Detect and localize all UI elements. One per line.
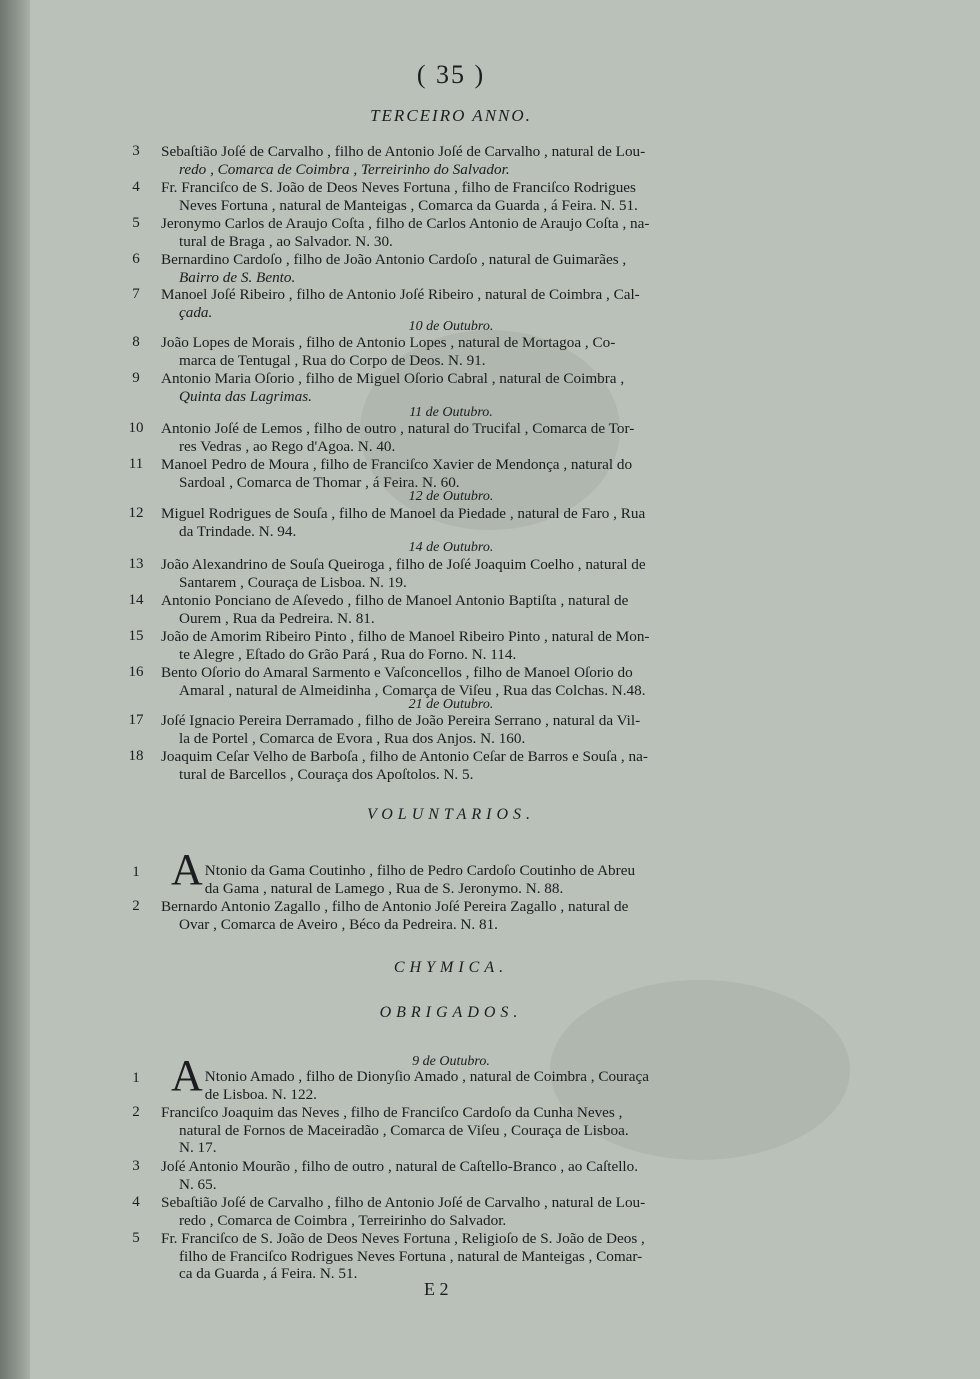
entry-line: Joaquim Ceſar Velho de Barboſa , filho de Antonio Ceſar de Barros e Souſa , na-	[161, 748, 648, 765]
entry-number: 2	[132, 898, 140, 914]
entry-line: Neves Fortuna , natural de Manteigas , Comarca da Guarda , á Feira. N. 51.	[179, 196, 638, 214]
date-heading: 14 de Outubro.	[408, 540, 494, 555]
entry-number: 10	[128, 420, 144, 436]
entry-line: Sebaſtião Joſé de Carvalho , filho de Antonio Joſé de Carvalho , natural de Lou-	[161, 1194, 646, 1211]
voluntarios-heading: VOLUNTARIOS.	[366, 806, 536, 823]
entry-line: çada.	[179, 303, 213, 321]
entry-line: Bento Oſorio do Amaral Sarmento e Vaſconcellos , filho de Manoel Oſorio do	[161, 664, 633, 681]
entry-line: Antonio Maria Oſorio , filho de Miguel Oſorio Cabral , natural de Coimbra ,	[161, 370, 625, 387]
entry-line: te Alegre , Eſtado do Grão Pará , Rua do Forno. N. 114.	[179, 645, 517, 663]
entry-line: Joſé Antonio Mourão , filho de outro , natural de Caſtello-Branco , ao Caſtello.	[161, 1158, 639, 1175]
entry-line: Antonio Joſé de Lemos , filho de outro , natural do Trucifal , Comarca de Tor-	[161, 420, 635, 437]
entry-number: 2	[132, 1104, 140, 1120]
entry-line: tural de Barcellos , Couraça dos Apoſtolos. N. 5.	[179, 765, 474, 783]
entry-line: Joſé Ignacio Pereira Derramado , filho de João Pereira Serrano , natural da Vil-	[161, 712, 641, 729]
date-heading: 9 de Outubro.	[412, 1054, 490, 1069]
entry-line: marca de Tentugal , Rua do Corpo de Deos. N. 91.	[179, 351, 486, 369]
entry-number: 7	[132, 286, 140, 302]
drop-capital: A	[171, 1051, 203, 1100]
entry-number: 3	[132, 143, 140, 159]
entry-line: res Vedras , ao Rego d'Agoa. N. 40.	[179, 437, 396, 455]
drop-capital: A	[171, 845, 203, 894]
entry-number: 15	[128, 628, 144, 644]
entry-number: 17	[128, 712, 144, 728]
entry-line: da Trindade. N. 94.	[179, 522, 297, 540]
entry-line: N. 65.	[179, 1175, 217, 1193]
entry-line: redo , Comarca de Coimbra , Terreirinho do Salvador.	[179, 1211, 507, 1229]
signature-mark: E 2	[424, 1279, 449, 1299]
entry-number: 9	[132, 370, 140, 386]
entry-number: 1	[132, 864, 140, 880]
obrigados-heading: OBRIGADOS.	[379, 1004, 523, 1021]
entry-line: de Lisboa. N. 122.	[204, 1085, 317, 1103]
entry-number: 8	[132, 334, 140, 350]
entry-line: Ovar , Comarca de Aveiro , Béco da Pedreira. N. 81.	[179, 915, 498, 933]
entry-line: Bairro de S. Bento.	[179, 268, 296, 286]
entry-line: Bernardino Cardoſo , filho de João Antonio Cardoſo , natural de Guimarães ,	[161, 251, 627, 268]
entry-number: 18	[128, 748, 144, 764]
page-number: ( 35 )	[416, 60, 486, 89]
entry-number: 3	[132, 1158, 140, 1174]
entry-number: 14	[128, 592, 144, 608]
entry-number: 5	[132, 215, 140, 231]
page-gutter-shadow	[0, 0, 30, 1379]
entry-number: 16	[128, 664, 144, 680]
entry-line: Fr. Franciſco de S. João de Deos Neves Fortuna , filho de Franciſco Rodrigues	[161, 179, 636, 196]
date-heading: 12 de Outubro.	[408, 489, 494, 504]
entry-number: 5	[132, 1230, 140, 1246]
entry-line: Fr. Franciſco de S. João de Deos Neves Fortuna , Religioſo de S. João de Deos ,	[161, 1230, 645, 1247]
entry-line: tural de Braga , ao Salvador. N. 30.	[179, 232, 393, 250]
entry-line: Franciſco Joaquim das Neves , filho de Franciſco Cardoſo da Cunha Neves ,	[161, 1104, 623, 1121]
chymica-heading: CHYMICA.	[393, 959, 509, 976]
entry-line: redo , Comarca de Coimbra , Terreirinho do Salvador.	[179, 160, 510, 178]
entry-number: 13	[128, 556, 144, 572]
entry-line: Manoel Pedro de Moura , filho de Franciſco Xavier de Mendonça , natural do	[161, 456, 633, 473]
entry-line: Bernardo Antonio Zagallo , filho de Antonio Joſé Pereira Zagallo , natural de	[161, 898, 629, 915]
entry-line: Amaral , natural de Almeidinha , Comarça de Viſeu , Rua das Colchas. N.48.	[179, 681, 646, 699]
entry-number: 12	[128, 505, 144, 521]
date-heading: 11 de Outubro.	[409, 405, 493, 420]
entry-line: Jeronymo Carlos de Araujo Coſta , filho de Carlos Antonio de Araujo Coſta , na-	[161, 215, 650, 232]
entry-line: João de Amorim Ribeiro Pinto , filho de Manoel Ribeiro Pinto , natural de Mon-	[161, 628, 650, 645]
entry-line: Ntonio Amado , filho de Dionyſio Amado , natural de Coimbra , Couraça	[204, 1068, 649, 1085]
entry-number: 6	[132, 251, 140, 267]
entry-line: da Gama , natural de Lamego , Rua de S. Jeronymo. N. 88.	[204, 879, 564, 897]
entry-line: Miguel Rodrigues de Souſa , filho de Manoel da Piedade , natural de Faro , Rua	[161, 505, 646, 522]
entry-line: João Lopes de Morais , filho de Antonio Lopes , natural de Mortagoa , Co-	[161, 334, 616, 351]
entry-line: ca da Guarda , á Feira. N. 51.	[179, 1265, 358, 1283]
date-heading: 21 de Outubro.	[408, 697, 494, 712]
entry-number: 11	[128, 456, 144, 472]
entry-line: Sardoal , Comarca de Thomar , á Feira. N. 60.	[179, 473, 460, 491]
entry-line: Sebaſtião Joſé de Carvalho , filho de Antonio Joſé de Carvalho , natural de Lou-	[161, 143, 646, 160]
entry-number: 4	[132, 1194, 140, 1210]
entry-line: Antonio Ponciano de Aſevedo , filho de Manoel Antonio Baptiſta , natural de	[161, 592, 629, 609]
entry-number: 4	[132, 179, 140, 195]
entry-line: Quinta das Lagrimas.	[179, 387, 312, 405]
entry-line: la de Portel , Comarca de Evora , Rua dos Anjos. N. 160.	[179, 729, 526, 747]
date-heading: 10 de Outubro.	[408, 319, 494, 334]
entry-number: 1	[132, 1070, 140, 1086]
entry-line: João Alexandrino de Souſa Queiroga , filho de Joſé Joaquim Coelho , natural de	[161, 556, 646, 573]
section-title: TERCEIRO ANNO.	[370, 106, 532, 125]
entry-line: natural de Fornos de Maceiradão , Comarca de Viſeu , Couraça de Lisboa.	[179, 1121, 629, 1139]
entry-line: Santarem , Couraça de Lisboa. N. 19.	[179, 573, 407, 591]
entry-line: Manoel Joſé Ribeiro , filho de Antonio Joſé Ribeiro , natural de Coimbra , Cal-	[161, 286, 640, 303]
entry-line: N. 17.	[179, 1139, 217, 1157]
entry-line: filho de Franciſco Rodrigues Neves Fortuna , natural de Manteigas , Comar-	[179, 1247, 643, 1265]
entry-line: Ntonio da Gama Coutinho , filho de Pedro Cardoſo Coutinho de Abreu	[204, 862, 636, 879]
entry-line: Ourem , Rua da Pedreira. N. 81.	[179, 609, 375, 627]
